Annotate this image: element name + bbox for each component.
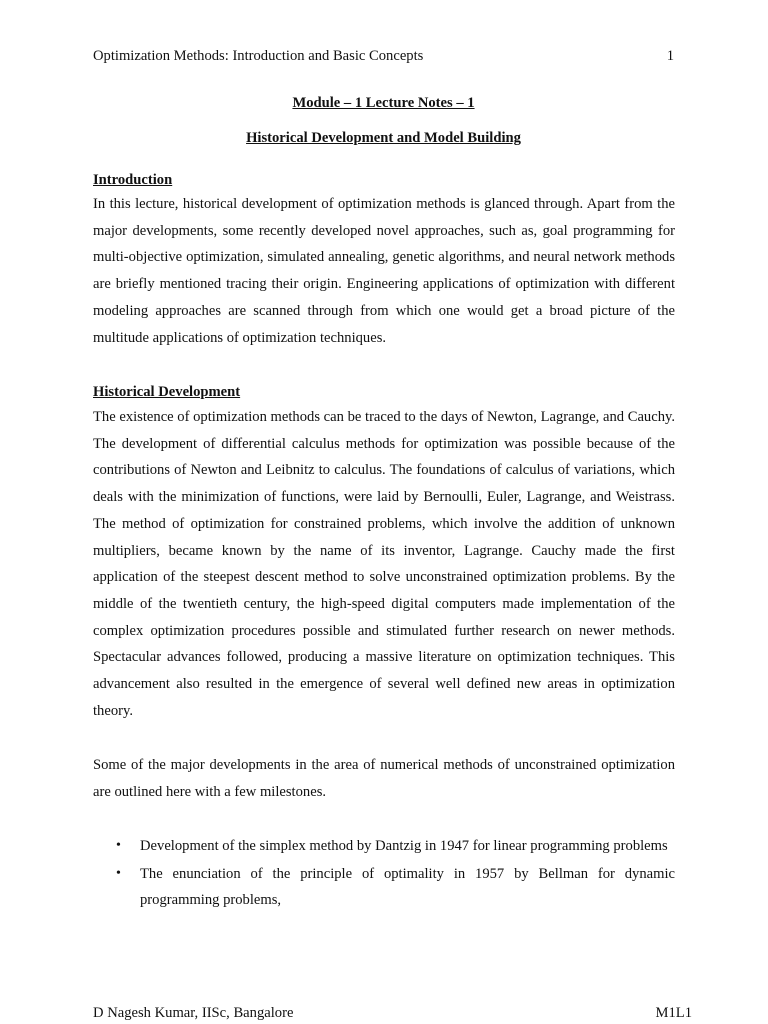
running-footer bbox=[93, 1003, 692, 1023]
running-header bbox=[93, 46, 674, 66]
list-item bbox=[93, 861, 675, 914]
introduction-heading: Introduction bbox=[93, 172, 173, 188]
historical-paragraph: The existence of optimization methods can be traced to the days of Newton, Lagrange, and Cauchy. The development of differential calculus methods for optimization was possible because of the contributions of Newton and Leibnitz to calculus. The foundations of calculus of variations, which deals with the minimization of functions, were laid by Bernoulli, Euler, Lagrange, and Weistrass. The method of optimization for constrained problems, which involve the addition of unknown multipliers, became known by the name of its inventor, Lagrange. Cauchy made the first application of the steepest descent method to solve unconstrained optimization problems. By the middle of the twentieth century, the high-speed digital computers made implementation of the complex optimization procedures possible and stimulated further research on newer methods. Spectacular advances followed, producing a massive literature on optimization techniques. This advancement also resulted in the emergence of several well defined new areas in optimization theory. bbox=[93, 409, 675, 719]
bullet-icon: • bbox=[116, 838, 121, 853]
footer-author: D Nagesh Kumar, IISc, Bangalore bbox=[93, 1005, 294, 1021]
historical-heading: Historical Development bbox=[93, 384, 241, 400]
page-number: 1 bbox=[666, 48, 674, 64]
list-item-text: The enunciation of the principle of optimality in 1957 by Bellman for dynamic programming problems, bbox=[140, 865, 675, 909]
bullet-icon: • bbox=[116, 865, 121, 881]
footer-code: M1L1 bbox=[655, 1005, 692, 1021]
lecture-title: Historical Development and Model Building bbox=[246, 130, 521, 146]
introduction-paragraph: In this lecture, historical development of optimization methods is glanced through. Apart from the major developments, some recently developed novel approaches, such as, goal programming for multi-objective optimization, simulated annealing, genetic algorithms, and neural network methods are briefly mentioned tracing their origin. Engineering applications of optimization with different modeling approaches are scanned through from which one would get a broad picture of the multitude applications of optimization techniques. bbox=[93, 196, 675, 346]
module-title: Module – 1 Lecture Notes – 1 bbox=[292, 95, 475, 111]
milestones-intro-paragraph: Some of the major developments in the area of numerical methods of unconstrained optimization are outlined here with a few milestones. bbox=[93, 757, 675, 800]
header-title: Optimization Methods: Introduction and Basic Concepts bbox=[93, 48, 424, 64]
list-item-text: Development of the simplex method by Dantzig in 1947 for linear programming problems bbox=[140, 838, 668, 854]
milestones-list bbox=[93, 833, 675, 915]
list-item bbox=[93, 833, 675, 860]
